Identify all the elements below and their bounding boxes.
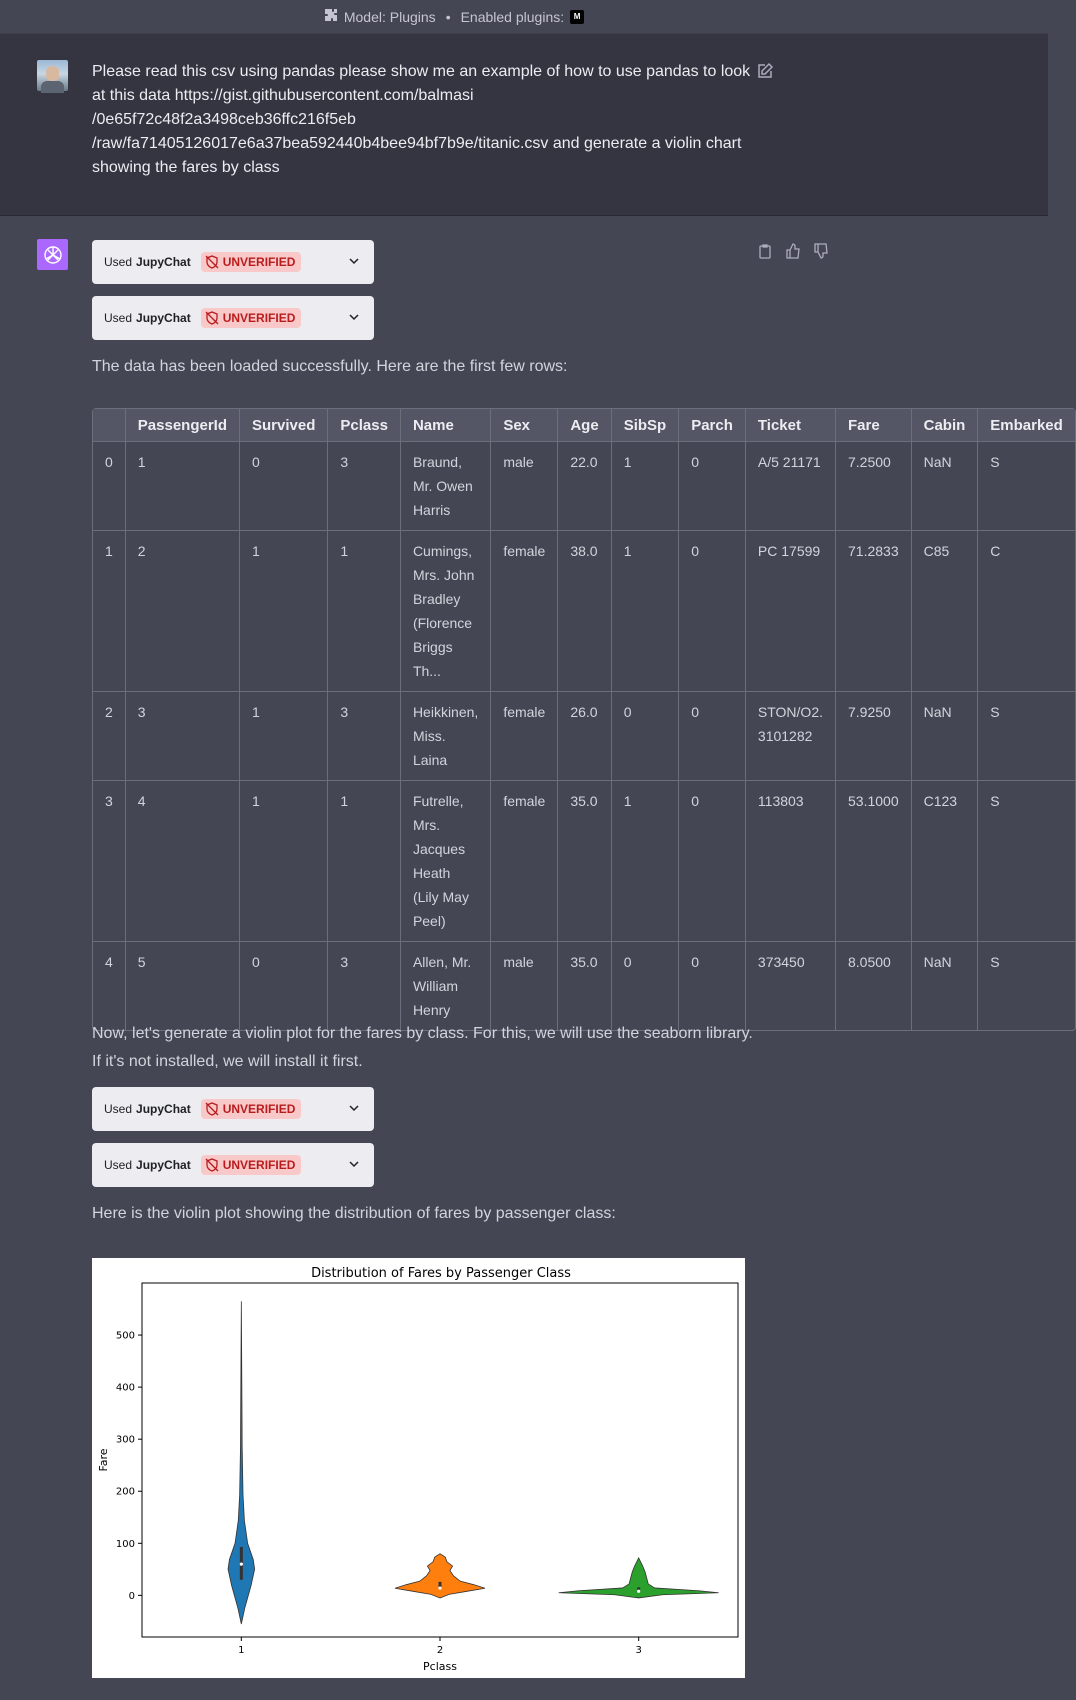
tool-call[interactable]: [92, 1143, 374, 1187]
cell: 38.0: [558, 530, 611, 691]
tool-used-label: Used: [104, 311, 133, 325]
violin-median-2: [438, 1586, 441, 1589]
tool-used-label: Used: [104, 1102, 133, 1116]
separator: •: [445, 8, 451, 25]
edit-icon[interactable]: [756, 62, 774, 80]
unverified-badge: [201, 308, 302, 328]
tool-name: JupyChat: [136, 1158, 191, 1172]
y-tick-label: 200: [115, 1486, 135, 1498]
unverified-label: UNVERIFIED: [222, 255, 296, 269]
violin-chart: [92, 1258, 745, 1678]
cell: S: [978, 691, 1075, 780]
cell: Futrelle, Mrs. Jacques Heath (Lily May Peel): [401, 780, 491, 941]
unverified-badge: [201, 1099, 302, 1119]
tool-call[interactable]: [92, 296, 374, 340]
cell: male: [491, 941, 558, 1030]
tool-name: JupyChat: [136, 1102, 191, 1116]
unverified-label: UNVERIFIED: [222, 1158, 296, 1172]
y-axis: [116, 1331, 142, 1602]
table-row: [93, 530, 1075, 691]
violin-median-1: [240, 1563, 243, 1566]
cell: 2: [93, 691, 126, 780]
table-row: [93, 941, 1075, 1030]
col-header-sibsp: SibSp: [612, 409, 680, 441]
violins: [228, 1301, 719, 1624]
tool-call[interactable]: [92, 1087, 374, 1131]
tool-name: JupyChat: [136, 255, 191, 269]
cell: 0: [612, 691, 680, 780]
user-message-line: at this data https://gist.githubusercontent.com/balmasi: [92, 87, 474, 104]
tool-name: JupyChat: [136, 311, 191, 325]
shield-off-icon: [205, 255, 219, 269]
enabled-plugin-icon[interactable]: M: [570, 10, 584, 24]
cell: S: [978, 780, 1075, 941]
cell: 1: [126, 441, 240, 530]
tool-used-label: Used: [104, 255, 133, 269]
cell: 0: [679, 530, 746, 691]
cell: 1: [328, 780, 401, 941]
cell: Braund, Mr. Owen Harris: [401, 441, 491, 530]
cell: 35.0: [558, 780, 611, 941]
cell: 3: [126, 691, 240, 780]
cell: NaN: [912, 941, 979, 1030]
chart-title: Distribution of Fares by Passenger Class: [311, 1266, 571, 1281]
cell: 0: [679, 691, 746, 780]
user-message-line: showing the fares by class: [92, 159, 280, 176]
cell: 0: [679, 941, 746, 1030]
x-tick-label: 2: [436, 1645, 444, 1656]
thumbs-up-icon[interactable]: [785, 243, 801, 259]
y-tick-label: 400: [115, 1382, 135, 1394]
col-header-name: Name: [401, 409, 491, 441]
x-axis-label: Pclass: [423, 1660, 457, 1673]
violin-chart-svg: [92, 1258, 745, 1678]
cell: 3: [328, 691, 401, 780]
unverified-badge: [201, 252, 302, 272]
cell: 1: [240, 780, 328, 941]
cell: 1: [612, 780, 680, 941]
shield-off-icon: [205, 311, 219, 325]
cell: 7.9250: [836, 691, 912, 780]
tool-used-label: Used: [104, 1158, 133, 1172]
user-message-text: [92, 60, 752, 180]
cell: 3: [328, 441, 401, 530]
cell: NaN: [912, 441, 979, 530]
cell: C123: [912, 780, 979, 941]
col-header-sex: Sex: [491, 409, 558, 441]
y-tick-label: 100: [115, 1538, 135, 1550]
x-tick-label: 1: [238, 1645, 245, 1656]
user-message-line: Please read this csv using pandas please show me an example of how to use pandas to look: [92, 63, 751, 80]
copy-icon[interactable]: [757, 243, 773, 259]
cell: 26.0: [558, 691, 611, 780]
cell: 2: [126, 530, 240, 691]
violin-median-3: [637, 1590, 640, 1593]
cell: 373450: [746, 941, 836, 1030]
cell: 71.2833: [836, 530, 912, 691]
user-message-line: /raw/fa71405126017e6a37bea592440b4bee94bf7b9e/titanic.csv and generate a violin chart: [92, 135, 742, 152]
cell: C85: [912, 530, 979, 691]
table-row: [93, 441, 1075, 530]
cell: 0: [679, 780, 746, 941]
user-message-line: /0e65f72c48f2a3498ceb36ffc216f5eb: [92, 111, 356, 128]
x-axis: [238, 1637, 642, 1656]
col-header-parch: Parch: [679, 409, 746, 441]
message-actions: [757, 243, 829, 259]
user-message: [0, 34, 1048, 216]
y-tick-label: 0: [128, 1590, 135, 1602]
cell: 1: [240, 691, 328, 780]
table-header-row: [93, 409, 1075, 441]
col-header-embarked: Embarked: [978, 409, 1075, 441]
cell: female: [491, 780, 558, 941]
shield-off-icon: [205, 1158, 219, 1172]
col-header-ticket: Ticket: [746, 409, 836, 441]
cell: NaN: [912, 691, 979, 780]
cell: 3: [93, 780, 126, 941]
cell: female: [491, 530, 558, 691]
cell: 1: [240, 530, 328, 691]
unverified-badge: [201, 1155, 302, 1175]
cell: 5: [126, 941, 240, 1030]
user-avatar: [37, 60, 68, 91]
cell: male: [491, 441, 558, 530]
cell: 53.1000: [836, 780, 912, 941]
model-bar: [0, 0, 1048, 34]
assistant-avatar: [37, 239, 68, 270]
table-row: [93, 780, 1075, 941]
dataframe-table: [92, 408, 1076, 1031]
chevron-down-icon[interactable]: [348, 1158, 360, 1170]
cell: 0: [240, 441, 328, 530]
x-tick-label: 3: [635, 1645, 642, 1656]
cell: 1: [612, 441, 680, 530]
model-label: Model: Plugins: [343, 8, 436, 25]
cell: Heikkinen, Miss. Laina: [401, 691, 491, 780]
cell: 4: [126, 780, 240, 941]
col-header-passengerid: PassengerId: [126, 409, 240, 441]
table-row: [93, 691, 1075, 780]
cell: S: [978, 941, 1075, 1030]
col-header-pclass: Pclass: [328, 409, 401, 441]
chevron-down-icon[interactable]: [348, 255, 360, 267]
col-header-age: Age: [558, 409, 611, 441]
cell: A/5 21171: [746, 441, 836, 530]
violin-2: [395, 1554, 485, 1598]
tool-call[interactable]: [92, 240, 374, 284]
cell: 1: [612, 530, 680, 691]
y-axis-label: Fare: [97, 1448, 110, 1472]
cell: Allen, Mr. William Henry: [401, 941, 491, 1030]
cell: 0: [93, 441, 126, 530]
enabled-plugins-label: Enabled plugins:: [460, 8, 565, 25]
cell: S: [978, 441, 1075, 530]
violin-intro-line-2: If it's not installed, we will install it first.: [92, 1053, 363, 1070]
cell: 0: [240, 941, 328, 1030]
thumbs-down-icon[interactable]: [813, 243, 829, 259]
cell: PC 17599: [746, 530, 836, 691]
cell: 4: [93, 941, 126, 1030]
cell: 35.0: [558, 941, 611, 1030]
col-header-fare: Fare: [836, 409, 912, 441]
cell: STON/O2. 3101282: [746, 691, 836, 780]
unverified-label: UNVERIFIED: [222, 311, 296, 325]
plot-intro-text: Here is the violin plot showing the distribution of fares by passenger class:: [92, 1205, 616, 1222]
cell: 22.0: [558, 441, 611, 530]
violin-intro-line-1: Now, let's generate a violin plot for the fares by class. For this, we will use the seaborn library.: [92, 1025, 753, 1042]
col-header-cabin: Cabin: [912, 409, 979, 441]
y-tick-label: 500: [115, 1330, 135, 1342]
cell: 8.0500: [836, 941, 912, 1030]
col-header-index: [93, 409, 126, 441]
shield-off-icon: [205, 1102, 219, 1116]
cell: 1: [93, 530, 126, 691]
cell: Cumings, Mrs. John Bradley (Florence Briggs Th...: [401, 530, 491, 691]
cell: 1: [328, 530, 401, 691]
chevron-down-icon[interactable]: [348, 311, 360, 323]
cell: female: [491, 691, 558, 780]
y-tick-label: 300: [115, 1434, 135, 1446]
cell: 0: [612, 941, 680, 1030]
loaded-text: The data has been loaded successfully. Here are the first few rows:: [92, 358, 568, 375]
cell: 3: [328, 941, 401, 1030]
cell: 0: [679, 441, 746, 530]
plugin-icon: [324, 8, 338, 25]
cell: 7.2500: [836, 441, 912, 530]
unverified-label: UNVERIFIED: [222, 1102, 296, 1116]
cell: 113803: [746, 780, 836, 941]
col-header-survived: Survived: [240, 409, 328, 441]
chevron-down-icon[interactable]: [348, 1102, 360, 1114]
cell: C: [978, 530, 1075, 691]
